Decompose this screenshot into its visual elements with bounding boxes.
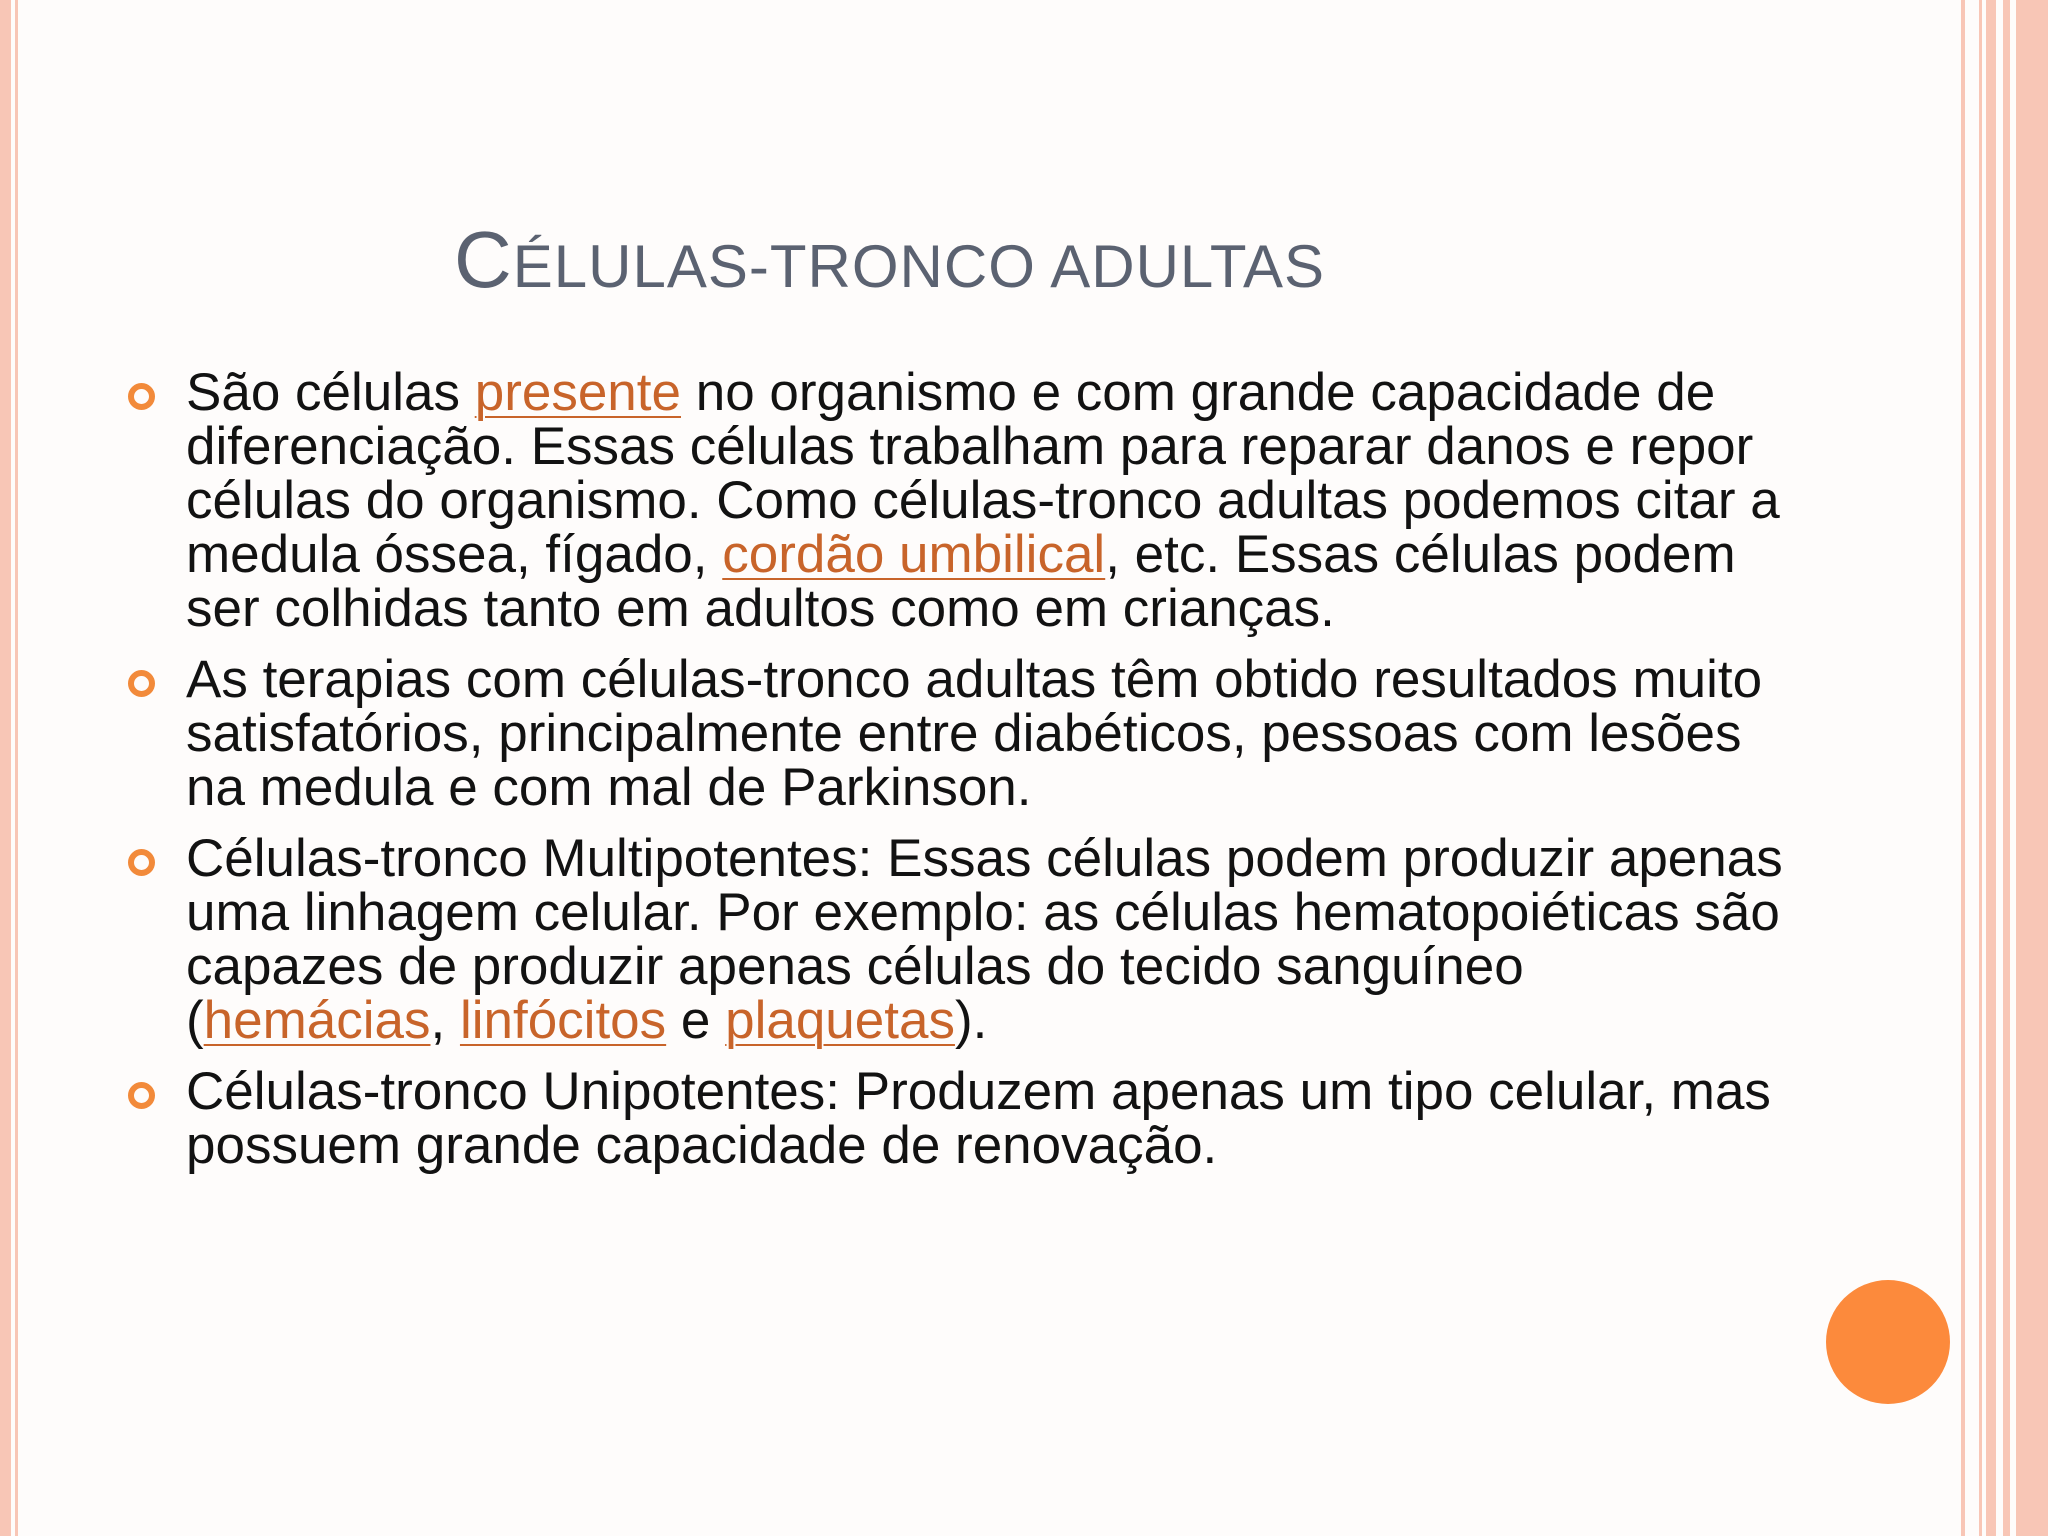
hyperlink[interactable]: plaquetas [725,991,955,1050]
bullet-circle-icon [128,1082,155,1109]
bullet-text: Células-tronco Multipotentes: Essas células podem produzir apenas uma linhagem celular. Por exemplo: as células hematopoiéticas são capazes de produzir apenas células do tecido sanguíneo ( [186,829,1783,1050]
left-border-stripe [0,0,11,1536]
right-border-line [1979,0,1982,1536]
bullet-text: , etc. Essas células podem ser colhidas tanto em adultos como em crianças. [186,525,1736,638]
bullet-text: , [430,991,460,1050]
right-border-stripe [1986,0,1996,1536]
hyperlink[interactable]: presente [474,363,681,422]
bullet-list [186,363,1786,1190]
bullet-circle-icon [128,383,155,410]
bullet-item [186,650,1786,817]
hyperlink[interactable]: hemácias [203,991,431,1050]
right-border-line [1961,0,1965,1536]
bullet-text: As terapias com células-tronco adultas têm obtido resultados muito satisfatórios, principalmente entre diabéticos, pessoas com lesões na medula e com mal de Parkinson. [186,650,1763,817]
bullet-item [186,829,1786,1050]
bullet-item [186,363,1786,638]
hyperlink[interactable]: cordão umbilical [722,525,1106,584]
bullet-circle-icon [128,670,155,697]
bullet-text: e [666,991,726,1050]
right-border-stripe [2016,0,2048,1536]
bullet-text: São células [186,363,475,422]
left-border-line [15,0,18,1536]
slide-title-initial: C [454,215,513,304]
bullet-item [186,1062,1786,1175]
bullet-circle-icon [128,849,155,876]
decorative-circle [1826,1280,1950,1404]
right-border-stripe [2003,0,2010,1536]
slide-title-rest: ÉLULAS-TRONCO ADULTAS [512,233,1326,300]
hyperlink[interactable]: linfócitos [459,991,667,1050]
bullet-text: ). [954,991,988,1050]
bullet-text: Células-tronco Unipotentes: Produzem apenas um tipo celular, mas possuem grande capacidade de renovação. [186,1062,1771,1175]
slide-title [454,215,1326,304]
bullet-text: no organismo e com grande capacidade de diferenciação. Essas células trabalham para reparar danos e repor células do organismo. Como células-tronco adultas podemos citar a medula óssea, fígado, [186,363,1780,584]
